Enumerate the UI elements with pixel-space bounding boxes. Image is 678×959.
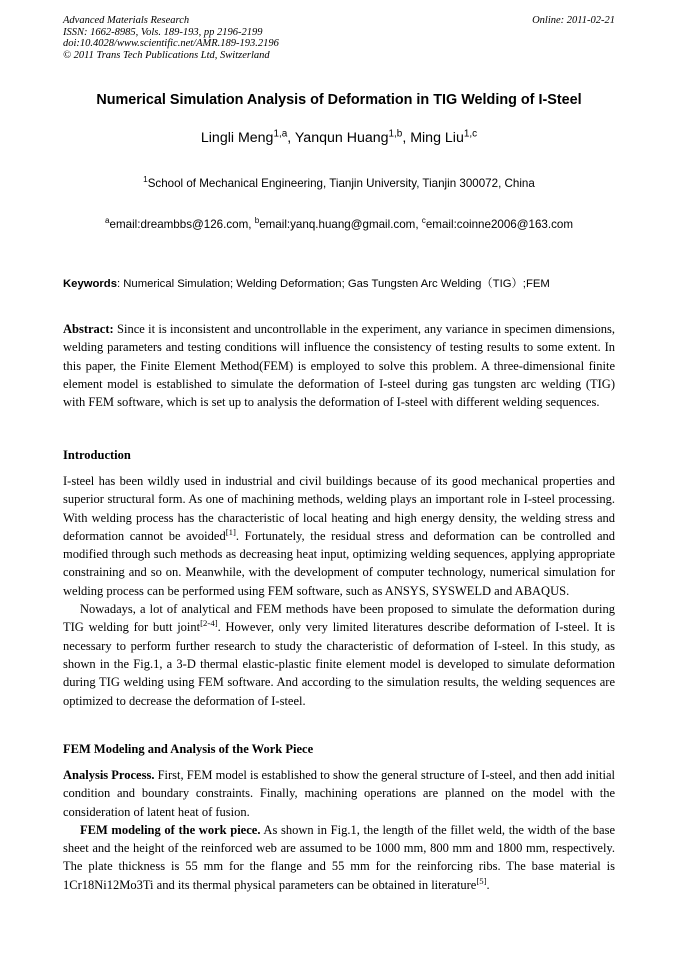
affiliation-text: School of Mechanical Engineering, Tianjin University, Tianjin 300072, China [147, 177, 535, 190]
paragraph-text: I-steel has been wildly used in industrial and civil buildings because of its good mechanical properties and superior structural form. As one of machining methods, welding plays an important role in I-steel processing. With welding process has the characteristic of local heating and high energy density, the welding stress and deformation cannot be avoided [63, 474, 615, 543]
author-affil-sup: 1,c [463, 128, 478, 140]
run-in-heading: FEM modeling of the work piece. [80, 822, 261, 837]
paragraph [63, 472, 615, 600]
copyright-line: © 2011 Trans Tech Publications Ltd, Switzerland [63, 49, 270, 61]
keywords-label: Keywords [63, 278, 117, 290]
author-name: Ming Liu [410, 130, 464, 146]
keywords [63, 275, 615, 291]
paragraph-text: As shown in Fig.1, the length of the fillet weld, the width of the base sheet and the height of the reinforced web are assumed to be 1000 mm, 800 mm and 1800 mm, respectively. The plate thickness is 55 mm for the flange and 55 mm for the reinforcing ribs. The base material is 1Cr18Ni12Mo3Ti and its thermal physical parameters can be obtained in literature [63, 822, 615, 892]
section-heading-fem: FEM Modeling and Analysis of the Work Piece [63, 742, 314, 756]
email-address: email:coinne2006@163.com [425, 218, 573, 231]
citation: [2-4] [200, 618, 218, 629]
paragraph-text: . [486, 877, 490, 892]
affiliation-sup: 1 [143, 175, 148, 185]
email-address: email:dreambbs@126.com [109, 218, 249, 231]
online-date: Online: 2011-02-21 [532, 15, 615, 26]
introduction-body [63, 472, 615, 710]
abstract-text: Since it is inconsistent and uncontrollable in the experiment, any variance in specimen dimensions, welding parameters and testing conditions will influence the consistency of testing results to some extent. In this paper, the Finite Element Method(FEM) is employed to solve this problem. A three-dimensional finite element model is established to simulate the deformation of I-steel during gas tungsten arc welding (TIG) with FEM software, which is set up to analysis the deformation of I-steel with different welding sequences. [63, 322, 615, 410]
author-affil-sup: 1,a [273, 128, 288, 140]
affiliation [40, 177, 638, 190]
paragraph [63, 766, 615, 821]
email-address: email:yanq.huang@gmail.com [259, 218, 416, 231]
doi-line: doi:10.4028/www.scientific.net/AMR.189-193.2196 [63, 38, 279, 49]
email-list: $^a$email:dreambbs@126.com, $^b$email:yanq.huang@gmail.com, $^c$email:coinne2006@163.com [105, 216, 573, 231]
issn-line: ISSN: 1662-8985, Vols. 189-193, pp 2196-2199 [63, 26, 263, 38]
paragraph-text: . Fortunately, the residual stress and deformation can be controlled and modified through such methods as decreasing heat input, optimizing welding sequences, applying appropriate constraining and so on. Meanwhile, with the development of computer technology, numerical simulation for welding process can be performed using FEM software, such as ANSYS, SYSWELD and ABAQUS. [63, 528, 615, 598]
run-in-heading: Analysis Process. [63, 768, 155, 782]
keywords-text: : Numerical Simulation; Welding Deformation; Gas Tungsten Arc Welding（TIG）;FEM [117, 278, 550, 290]
paragraph-text: Nowadays, a lot of analytical and FEM methods have been proposed to simulate the deformation during TIG welding for butt joint [63, 602, 615, 635]
paragraph-text: First, FEM model is established to show the general structure of I-steel, and then add initial condition and boundary constraints. Finally, machining operations are planned on the model with the consideration of latent heat of fusion. [63, 768, 615, 819]
running-header [63, 15, 615, 61]
abstract-label: Abstract: [63, 322, 114, 336]
paragraph-text: . However, only very limited literatures describe deformation of I-steel. It is necessary to perform further research to study the characteristic of deformation of I-steel. In this study, as shown in the Fig.1, a 3-D thermal elastic-plastic finite element model is developed to simulate deformation during TIG welding using FEM software. And according to the simulation results, the welding sequences are optimized to decrease the deformation of I-steel. [63, 620, 615, 708]
paragraph [63, 821, 615, 894]
author-affil-sup: 1,b [388, 128, 403, 140]
citation: [5] [476, 875, 487, 886]
paper-title: Numerical Simulation Analysis of Deformation in TIG Welding of I-Steel [96, 92, 582, 108]
paragraph [63, 600, 615, 710]
section-heading-introduction: Introduction [63, 448, 131, 462]
citation: [1] [225, 526, 236, 537]
email-sup: a [105, 216, 110, 226]
journal-name: Advanced Materials Research [63, 15, 190, 26]
author-name: Yanqun Huang [294, 130, 389, 146]
email-sup: b [254, 216, 260, 226]
email-sup: c [421, 216, 426, 226]
author-list: Lingli Meng$^{1,a}$, Yanqun Huang$^{1,b}$, Ming Liu$^{1,c}$ [200, 128, 478, 146]
abstract [63, 320, 615, 411]
fem-body [63, 766, 615, 894]
author-name: Lingli Meng [200, 130, 274, 146]
